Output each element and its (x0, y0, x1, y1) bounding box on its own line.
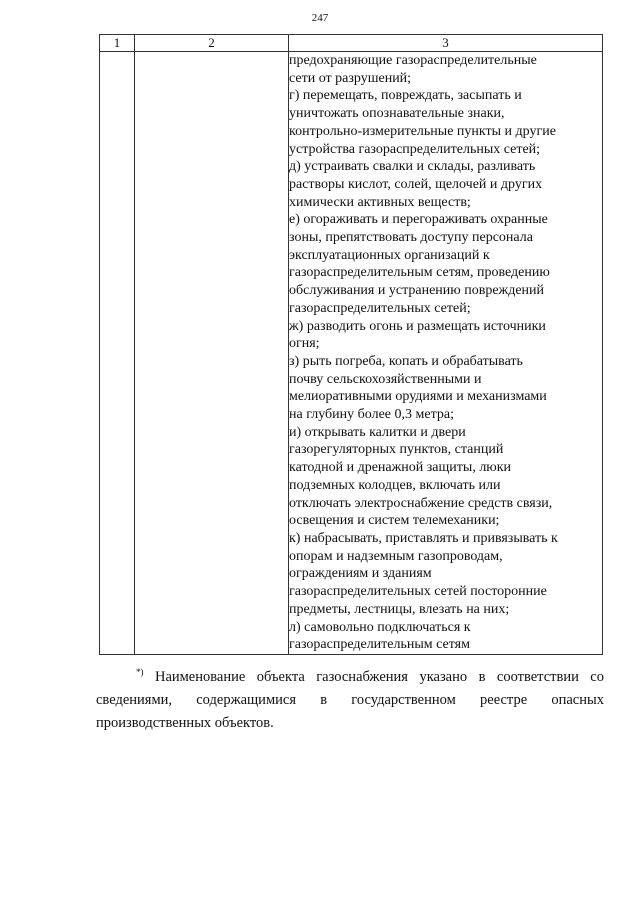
text-line: почву сельскохозяйственными и (289, 371, 482, 387)
cell-column-2 (135, 52, 289, 655)
text-line: мелиоративными орудиями и механизмами (289, 389, 547, 405)
text-line: катодной и дренажной защиты, люки (289, 460, 512, 476)
text-line: подземных колодцев, включать или (289, 477, 501, 493)
text-line: е) огораживать и перегораживать охранные (289, 212, 548, 228)
text-line: газораспределительным сетям (289, 637, 470, 653)
text-line: освещения и систем телемеханики; (289, 513, 500, 529)
text-line: сети от разрушений; (289, 70, 412, 86)
column-header-1: 1 (100, 35, 135, 52)
text-line: з) рыть погреба, копать и обрабатывать (289, 353, 523, 369)
text-line: д) устраивать свалки и склады, разливать (289, 159, 536, 175)
text-line: обслуживания и устранению повреждений (289, 283, 545, 299)
text-line: устройства газораспределительных сетей; (289, 141, 541, 157)
text-line: предметы, лестницы, влезать на них; (289, 601, 510, 617)
text-line: на глубину более 0,3 метра; (289, 407, 454, 423)
text-line: к) набрасывать, приставлять и привязывать к (289, 530, 558, 546)
footnote-line: производственных объектов. (96, 715, 274, 731)
text-line: уничтожать опознавательные знаки, (289, 106, 505, 122)
page-number: 247 (311, 12, 329, 24)
text-line: эксплуатационных организаций к (289, 247, 490, 263)
text-line: контрольно-измерительные пункты и другие (289, 123, 556, 139)
text-line: газораспределительных сетей; (289, 300, 471, 316)
text-line: и) открывать калитки и двери (289, 424, 466, 440)
text-line: отключать электроснабжение средств связи, (289, 495, 553, 511)
text-line: газораспределительным сетям, проведению (289, 265, 550, 281)
text-line: зоны, препятствовать доступу персонала (289, 230, 533, 246)
footnote (96, 666, 604, 735)
footnote-line (96, 666, 604, 689)
text-line: газораспределительных сетей посторонние (289, 584, 547, 600)
column-header-2: 2 (135, 35, 289, 52)
text-line: ж) разводить огонь и размещать источники (289, 318, 546, 334)
table-row (100, 52, 603, 655)
cell-column-1 (100, 52, 135, 655)
text-line: л) самовольно подключаться к (289, 619, 471, 635)
footnote-line: сведениями, содержащимися в государственном реестре опасных (96, 692, 604, 708)
text-line: опорам и надземным газопроводам, (289, 548, 503, 564)
document-table (99, 34, 603, 655)
text-line: огня; (289, 336, 320, 352)
text-line: г) перемещать, повреждать, засыпать и (289, 88, 522, 104)
text-line: газорегуляторных пунктов, станций (289, 442, 504, 458)
text-line: химически активных веществ; (289, 194, 471, 210)
text-line: предохраняющие газораспределительные (289, 53, 537, 68)
column-header-3: 3 (289, 35, 603, 52)
text-line: ограждениям и зданиям (289, 566, 432, 582)
table-header-row (100, 35, 603, 52)
footnote-marker: *) (136, 667, 144, 678)
text-line: растворы кислот, солей, щелочей и других (289, 176, 543, 192)
footnote-text: Наименование объекта газоснабжения указано в соответствии со (154, 669, 604, 685)
cell-column-3 (289, 52, 603, 655)
